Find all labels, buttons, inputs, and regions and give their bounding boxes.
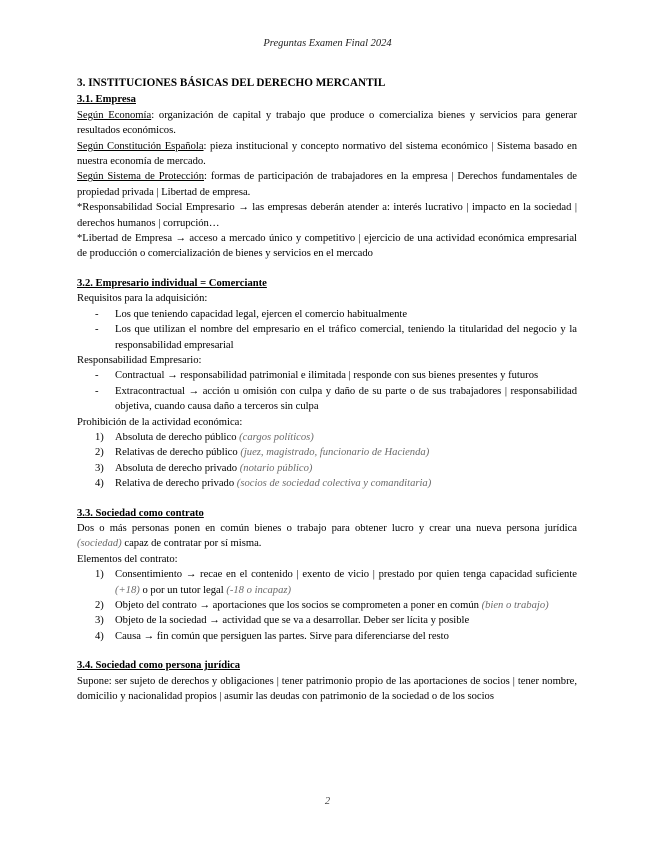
item-note: (bien o trabajo) xyxy=(481,600,549,611)
section-3-3-title: 3.3. Sociedad como contrato xyxy=(77,507,204,519)
note-libertad-empresa: *Libertad de Empresa → acceso a mercado único y competitivo | ejercicio de una actividad económica empresarial de producción o comercialización de bienes y servicios en el mercado xyxy=(77,233,577,260)
item-note: (+18) xyxy=(115,584,140,596)
item-number: 2) xyxy=(95,447,104,459)
page-number: 2 xyxy=(324,796,331,807)
list-item xyxy=(77,629,577,644)
item-number: 1) xyxy=(95,569,104,581)
item-note: (notario público) xyxy=(239,462,313,474)
list-item xyxy=(77,598,577,613)
item-note: (socios de sociedad colectiva y comanditaria) xyxy=(236,478,432,490)
list-item xyxy=(77,613,577,628)
item-number: 1) xyxy=(95,431,104,443)
elementos-heading: Elementos del contrato: xyxy=(77,553,178,565)
prohibicion-heading: Prohibición de la actividad económica: xyxy=(77,416,243,428)
list-item: - Extracontractual → acción u omisión con culpa y daño de su parte o de sus trabajadores | responsabilidad objetiva, cuando causa daño a terceros sin culpa xyxy=(77,384,577,415)
sociedad-contrato-intro xyxy=(77,521,577,552)
note-responsabilidad-social: *Responsabilidad Social Empresario → las empresas deberán atender a: interés lucrativo | impacto en la sociedad | derechos humanos | corrupción… xyxy=(77,202,577,229)
item-text: Objeto del contrato → aportaciones que los socios se comprometen a poner en común xyxy=(115,600,479,611)
item-text: Causa → fin común que persiguen las partes. Sirve para diferenciarse del resto xyxy=(115,630,449,642)
section-3-2-title: 3.2. Empresario individual = Comerciante xyxy=(77,277,267,289)
item-text: o por un tutor legal xyxy=(142,584,224,596)
persona-juridica-text: Supone: ser sujeto de derechos y obligaciones | tener patrimonio propio de las aportaciones de socios | tener nombre, domicilio y nacionalidad propios | asumir las deudas con patrimonio de la sociedad o de los socios xyxy=(77,675,577,703)
definition-text: : formas de participación de trabajadores en la empresa | Derechos fundamentales de propiedad privada | Libertad de empresa. xyxy=(77,171,577,198)
definition-label: Según Sistema de Protección xyxy=(77,171,205,183)
prohibicion-list xyxy=(77,430,577,492)
definition-label: Según Economía xyxy=(77,109,152,121)
section-3-1-title: 3.1. Empresa xyxy=(77,94,136,106)
list-item xyxy=(77,567,577,598)
item-text: Relativa de derecho privado xyxy=(115,478,235,490)
item-text: Consentimiento → recae en el contenido | exento de vicio | prestado por quien tenga capacidad suficiente xyxy=(115,569,577,581)
item-note: (cargos políticos) xyxy=(239,431,314,443)
list-item xyxy=(77,430,577,445)
item-text: Relativas de derecho público xyxy=(115,447,238,459)
chapter-title: 3. INSTITUCIONES BÁSICAS DEL DERECHO MERCANTIL xyxy=(77,77,386,89)
definition-text: : organización de capital y trabajo que produce o comercializa bienes y servicios para generar resultados económicos. xyxy=(77,109,577,137)
list-item xyxy=(77,461,577,476)
item-number: 3) xyxy=(95,615,104,627)
list-item: - Contractual → responsabilidad patrimonial e ilimitada | responde con sus bienes presentes y futuros xyxy=(77,368,577,383)
item-note: (-18 o incapaz) xyxy=(226,584,292,596)
intro-text: capaz de contratar por sí misma. xyxy=(124,538,262,550)
requisitos-list xyxy=(77,307,577,353)
list-item xyxy=(77,476,577,491)
item-text: Absoluta de derecho privado xyxy=(115,462,238,474)
definition-label: Según Constitución Española xyxy=(77,140,204,152)
definition-proteccion xyxy=(77,169,577,200)
definition-text: : pieza institucional y concepto normativo del sistema económico | Sistema basado en nuestra economía de mercado. xyxy=(77,140,577,168)
item-number: 4) xyxy=(95,630,104,642)
item-text: Absoluta de derecho público xyxy=(115,431,237,443)
running-header: Preguntas Examen Final 2024 xyxy=(263,38,392,49)
item-text: Objeto de la sociedad → actividad que se va a desarrollar. Deber ser lícita y posible xyxy=(115,615,470,627)
section-3-4-title: 3.4. Sociedad como persona jurídica xyxy=(77,660,241,672)
intro-note: (sociedad) xyxy=(77,538,122,550)
item-number: 2) xyxy=(95,600,104,611)
list-item: - Los que utilizan el nombre del empresario en el tráfico comercial, teniendo la titularidad del negocio y la responsabilidad empresarial xyxy=(77,322,577,353)
item-note: (juez, magistrado, funcionario de Hacienda) xyxy=(240,447,430,459)
list-item: - Los que teniendo capacidad legal, ejercen el comercio habitualmente xyxy=(77,307,577,322)
definition-constitucion xyxy=(77,139,577,170)
page-content xyxy=(77,76,577,704)
item-number: 3) xyxy=(95,462,104,474)
item-number: 4) xyxy=(95,478,104,490)
definition-economia xyxy=(77,108,577,139)
list-item xyxy=(77,445,577,460)
elementos-list xyxy=(77,567,577,644)
intro-text: Dos o más personas ponen en común bienes o trabajo para obtener lucro y crear una nueva persona jurídica xyxy=(77,522,577,534)
requisitos-heading: Requisitos para la adquisición: xyxy=(77,293,208,305)
responsabilidad-heading: Responsabilidad Empresario: xyxy=(77,354,202,366)
responsabilidad-list xyxy=(77,368,577,414)
